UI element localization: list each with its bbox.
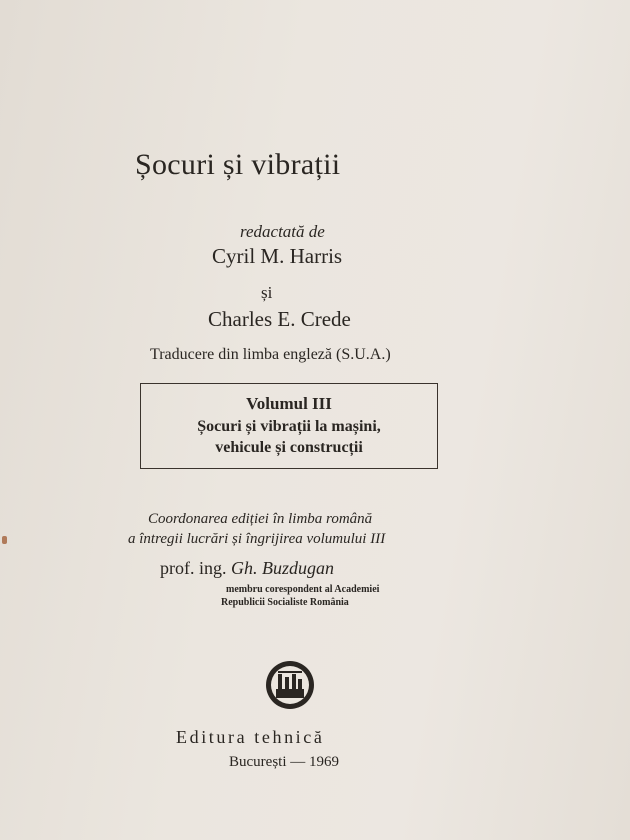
conjunction-text: și bbox=[261, 283, 273, 302]
coordination-line: a întregii lucrări și îngrijirea volumului III bbox=[128, 531, 386, 547]
publisher-name: Editura tehnică bbox=[176, 727, 325, 747]
coordinator-name: Gh. Buzdugan bbox=[231, 558, 334, 578]
translation-note: Traducere din limba engleză (S.U.A.) bbox=[150, 346, 391, 363]
coordinator-title: prof. ing. bbox=[160, 558, 227, 578]
affiliation-line: membru corespondent al Academiei bbox=[226, 584, 380, 595]
author-name: Cyril M. Harris bbox=[212, 244, 343, 268]
publisher-city-year: București — 1969 bbox=[229, 754, 339, 770]
volume-label: Volumul III bbox=[246, 394, 332, 413]
volume-box bbox=[140, 383, 438, 469]
factory-logo-icon bbox=[264, 659, 316, 711]
volume-subtitle-line: vehicule și construcții bbox=[215, 439, 363, 456]
author-name: Charles E. Crede bbox=[208, 307, 351, 331]
paper-mark bbox=[2, 536, 7, 544]
book-title: Șocuri și vibrații bbox=[135, 148, 341, 181]
affiliation-line: Republicii Socialiste România bbox=[221, 597, 349, 608]
edited-by-label: redactată de bbox=[240, 222, 325, 241]
volume-subtitle-line: Șocuri și vibrații la mașini, bbox=[197, 418, 381, 435]
coordination-line: Coordonarea ediției în limba română bbox=[148, 511, 373, 527]
coordinator bbox=[160, 558, 334, 579]
